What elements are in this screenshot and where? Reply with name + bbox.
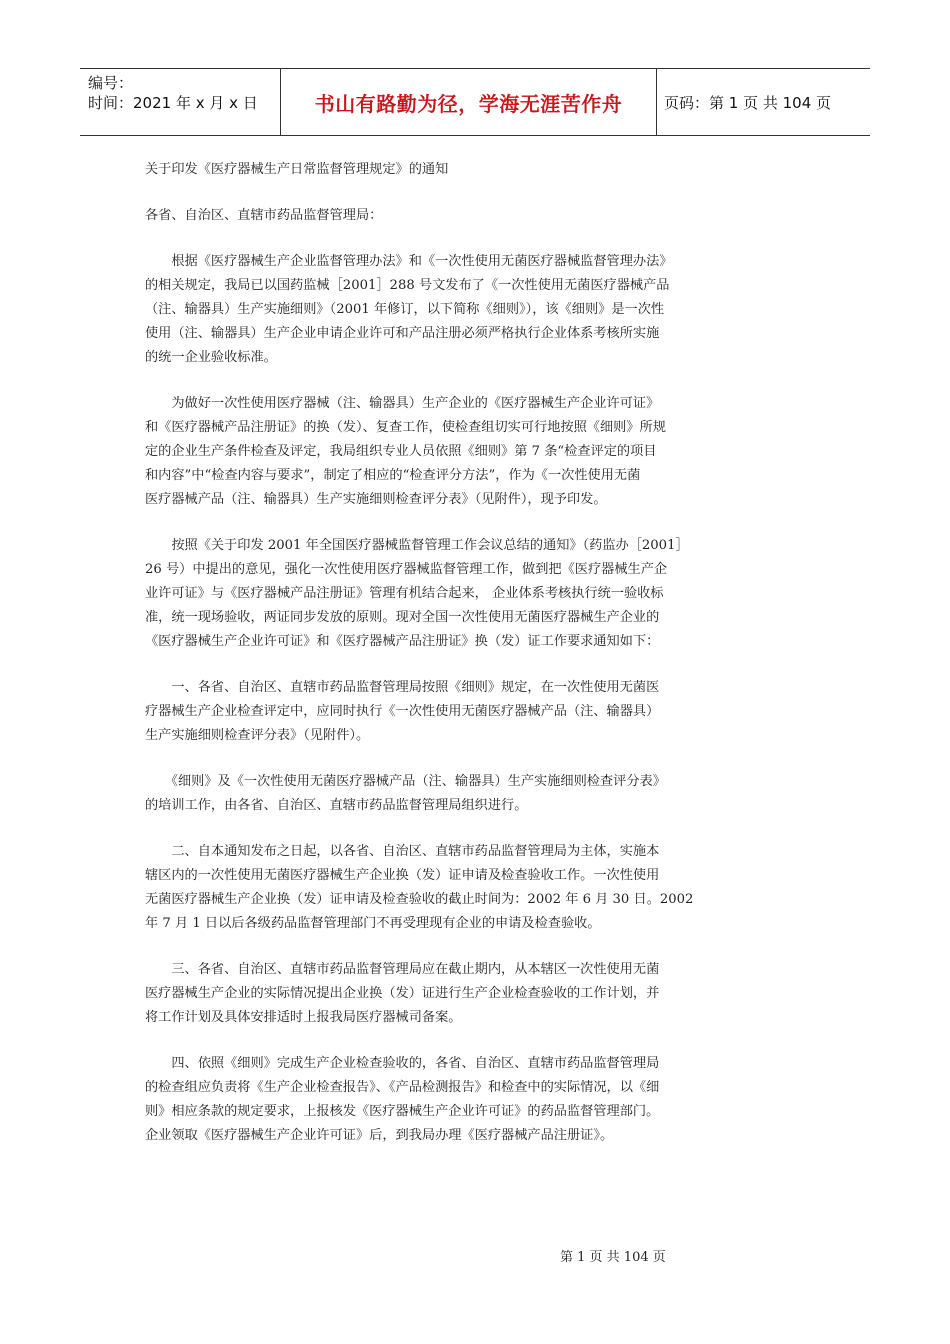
document-title: 关于印发《医疗器械生产日常监督管理规定》的通知 bbox=[145, 162, 449, 177]
document-header bbox=[80, 68, 870, 136]
header-divider-right bbox=[656, 69, 657, 135]
paragraph-7: 三、各省、自治区、直辖市药品监督管理局应在截止期内，从本辖区一次性使用无菌 医疗器械生产企业的实际情况提出企业换（发）证进行生产企业检查验收的工作计划，并 将工作计划及具体安排适时上报我局医疗器械司备案。 bbox=[145, 962, 660, 1025]
paragraph-1: 根据《医疗器械生产企业监督管理办法》和《一次性使用无菌医疗器械监督管理办法》 的相关规定，我局已以国药监械［2001］288 号文发布了《一次性使用无菌医疗器械产品 （注、输器具）生产实施细则》（2001 年修订，以下简称《细则》），该《细则》是一次性 使用（注、输器具）生产企业申请企业许可和产品注册必须严格执行企业体系考核所实施 的统一企业验收标准。 bbox=[145, 254, 673, 365]
header-meta bbox=[88, 73, 278, 113]
salutation: 各省、自治区、直辖市药品监督管理局： bbox=[145, 208, 383, 223]
paragraph-6: 二、自本通知发布之日起，以各省、自治区、直辖市药品监督管理局为主体，实施本 辖区内的一次性使用无菌医疗器械生产企业换（发）证申请及检查验收工作。一次性使用 无菌医疗器械生产企业换（发）证申请及检查验收的截止时间为：2002 年 6 月 30 日。2002 年 7 月 1 日以后各级药品监督管理部门不再受理现有企业的申请及检查验收。 bbox=[145, 844, 694, 931]
paragraph-4: 一、各省、自治区、直辖市药品监督管理局按照《细则》规定，在一次性使用无菌医 疗器械生产企业检查评定中，应同时执行《一次性使用无菌医疗器械产品（注、输器具） 生产实施细则检查评分表》（见附件）。 bbox=[145, 680, 660, 743]
paragraph-5: 《细则》及《一次性使用无菌医疗器械产品（注、输器具）生产实施细则检查评分表》 的培训工作，由各省、自治区、直辖市药品监督管理局组织进行。 bbox=[145, 774, 666, 813]
paragraph-8: 四、依照《细则》完成生产企业检查验收的，各省、自治区、直辖市药品监督管理局 的检查组应负责将《生产企业检查报告》、《产品检测报告》和检查中的实际情况，以《细 则》相应条款的规定要求，上报核发《医疗器械生产企业许可证》的药品监督管理部门。 企业领取《医疗器械生产企业许可证》后，到我局办理《医疗器械产品注册证》。 bbox=[145, 1056, 660, 1143]
header-page-info: 页码：第 1 页 共 104 页 bbox=[664, 93, 832, 112]
paragraph-2: 为做好一次性使用医疗器械（注、输器具）生产企业的《医疗器械生产企业许可证》 和《医疗器械产品注册证》的换（发）、复查工作，使检查组切实可行地按照《细则》所规 定的企业生产条件检查及评定，我局组织专业人员依照《细则》第 7 条“检查评定的项目 和内容”中“检查内容与要求”，制定了相应的“检查评分方法”，作为《一次性使用无菌 医疗器械产品（注、输器具）生产实施细则检查评分表》（见附件），现予印发。 bbox=[145, 396, 666, 507]
date-line: 时间：2021 年 x 月 x 日 bbox=[88, 94, 258, 112]
paragraph-3: 按照《关于印发 2001 年全国医疗器械监督管理工作会议总结的通知》（药监办［2001］ 26 号）中提出的意见，强化一次性使用医疗器械监督管理工作，做到把《医疗器械生产企 业许可证》与《医疗器械产品注册证》管理有机结合起来， 企业体系考核执行统一验收标 准，统一现场验收，两证同步发放的原则。现对全国一次性使用无菌医疗器械生产企业的 《医疗器械生产企业许可证》和《医疗器械产品注册证》换（发）证工作要求通知如下： bbox=[145, 538, 689, 649]
header-motto: 书山有路勤为径，学海无涯苦作舟 bbox=[314, 91, 623, 116]
number-label: 编号： bbox=[88, 74, 134, 92]
page-footer: 第 1 页 共 104 页 bbox=[560, 1250, 666, 1265]
document-body bbox=[145, 158, 725, 1170]
